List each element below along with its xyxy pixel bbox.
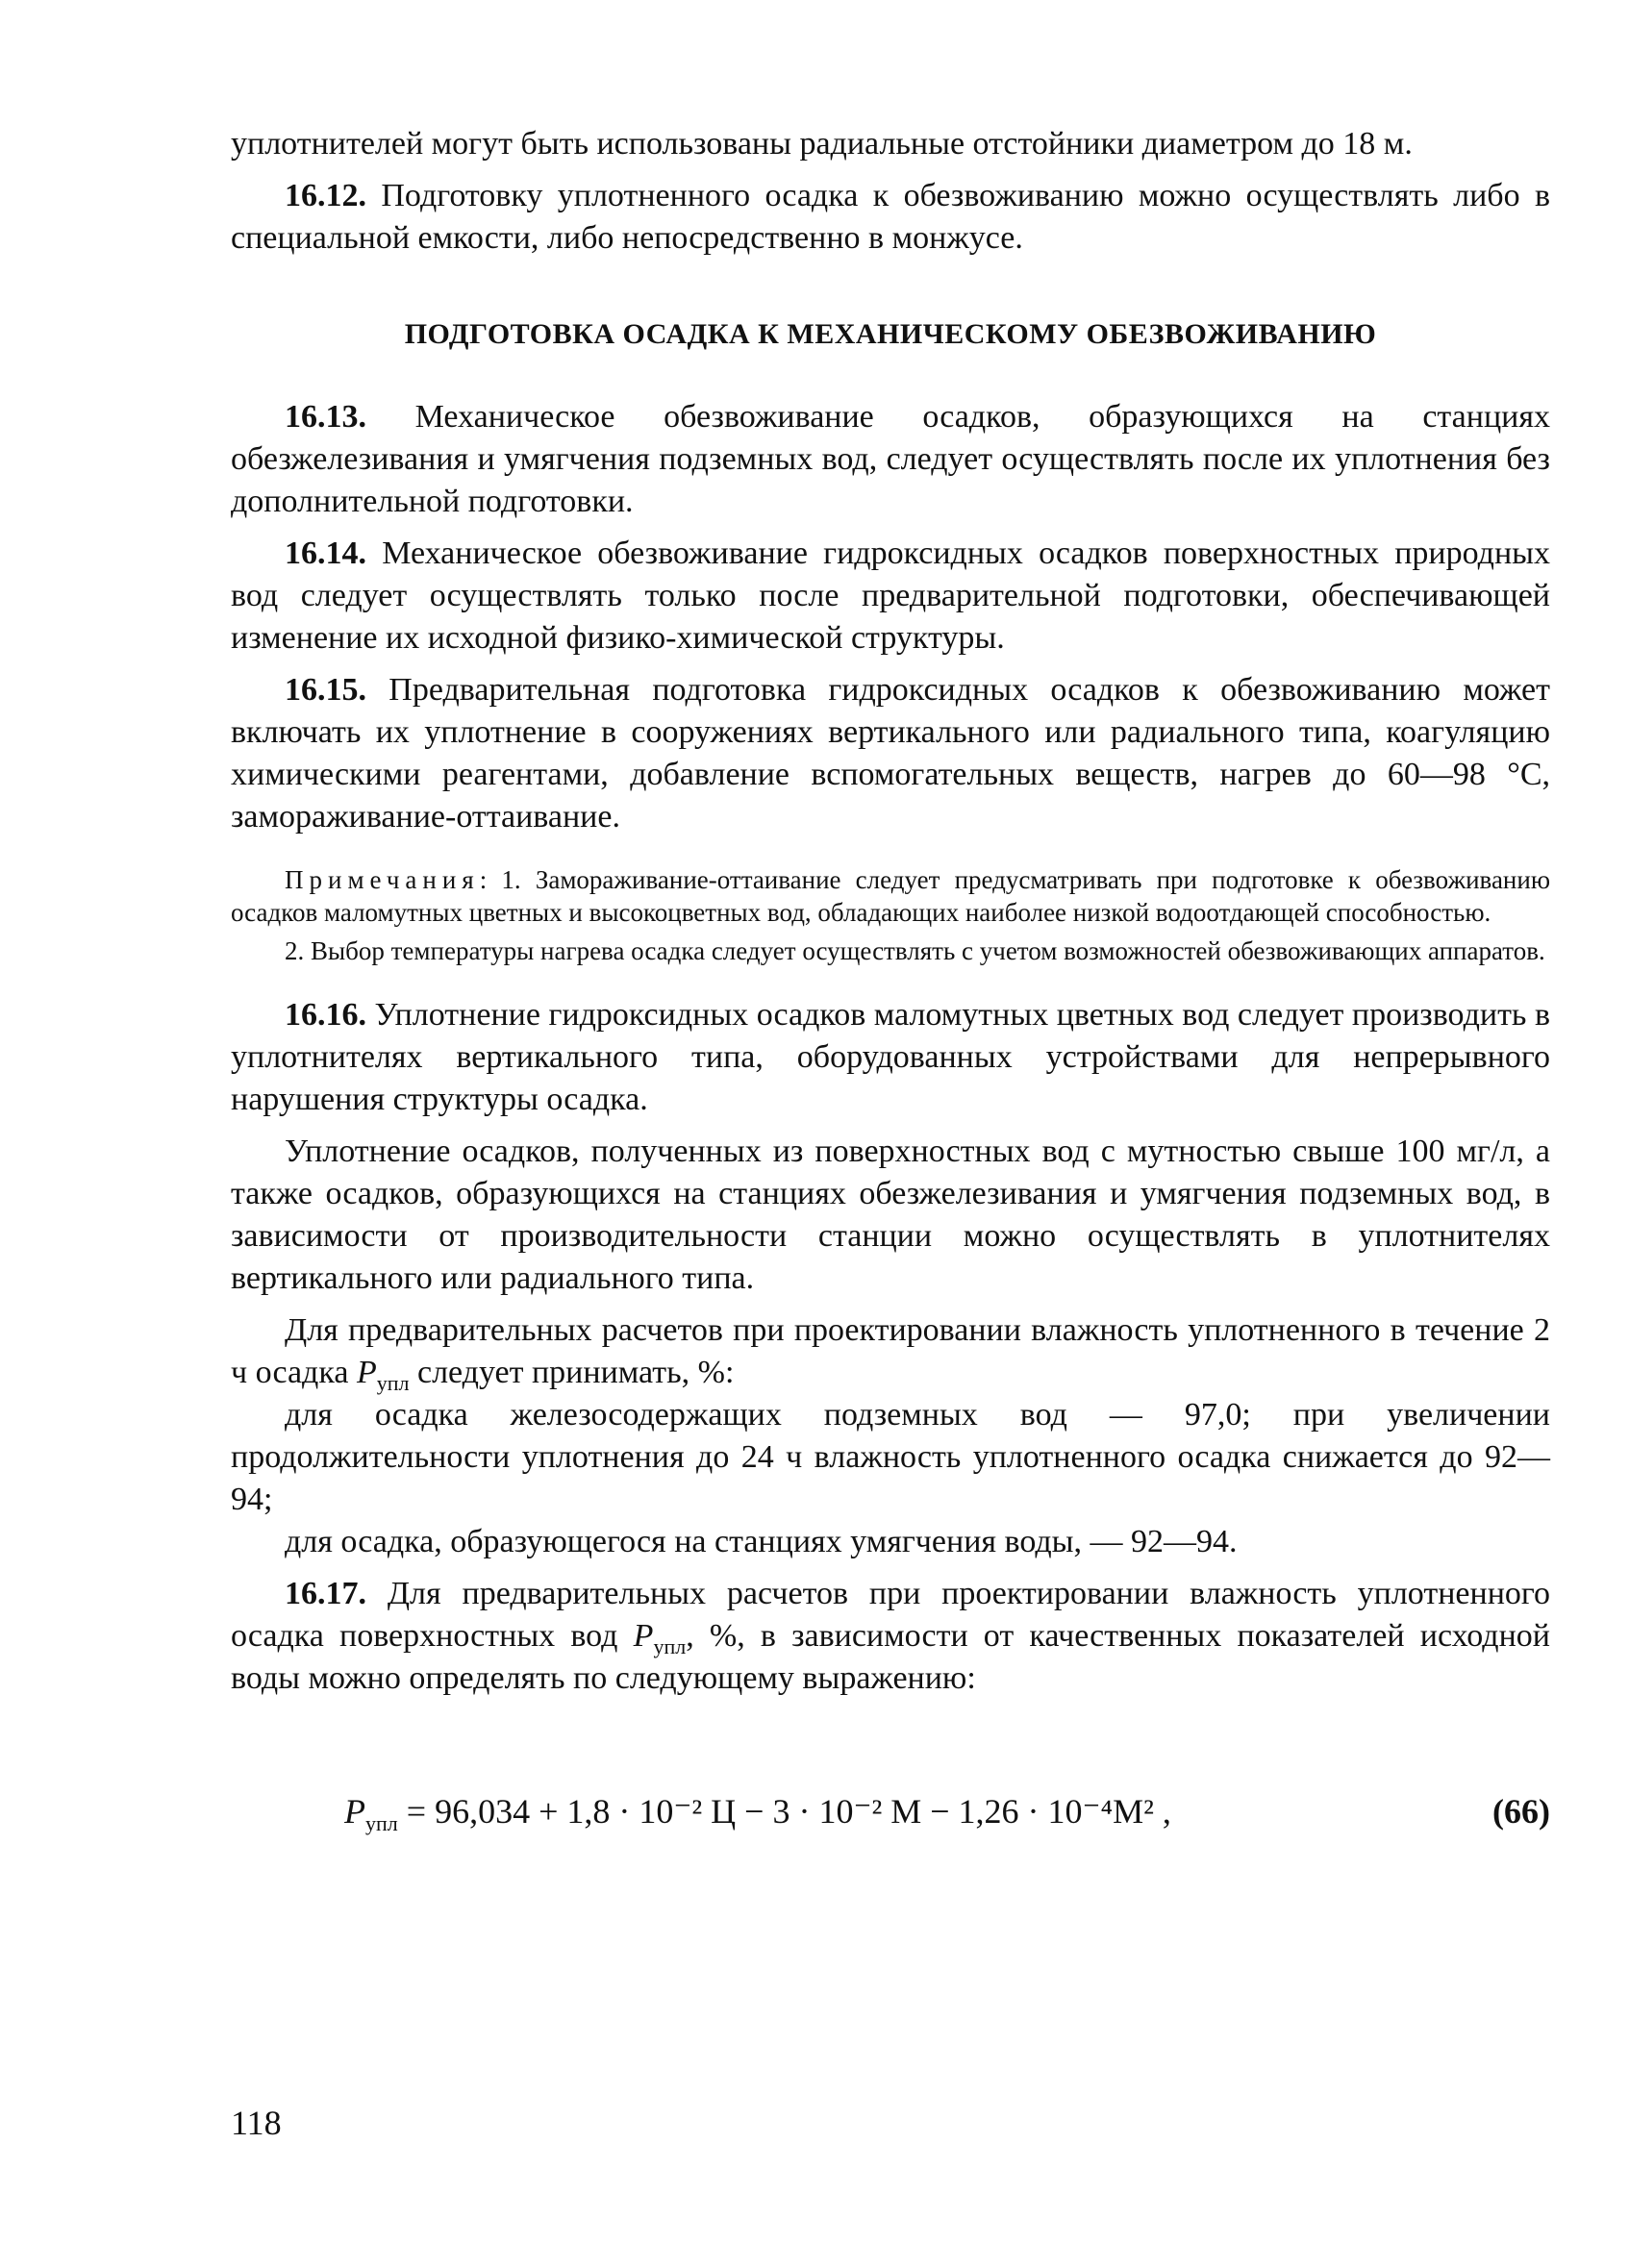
symbol-p: P	[356, 1355, 377, 1390]
clause-number: 16.13.	[285, 399, 366, 435]
page-body	[231, 123, 1550, 1840]
clause-text: Механическое обезвоживание гидроксидных осадков поверхностных природных вод следует осуществлять только после предварительной подготовки, обеспечивающей изменение их исходной физико-химической структуры.	[231, 536, 1550, 656]
paragraph-16-16-b: Уплотнение осадков, полученных из поверхностных вод с мутностью свыше 100 мг/л, а также осадков, образующихся на станциях обезжелезивания и умягчения подземных вод, в зависимости от производительности станции можно осуществлять в уплотнителях вертикального или радиального типа.	[231, 1134, 1550, 1296]
clause-number: 16.14.	[285, 536, 366, 571]
paragraph-16-16-d: для осадка железосодержащих подземных вод — 97,0; при увеличении продолжительности уплотнения до 24 ч влажность уплотненного осадка снижается до 92—94;	[231, 1397, 1550, 1517]
text-part: Для предварительных расчетов при проектировании влажность уплотненного в течение 2 ч осадка	[231, 1312, 1550, 1390]
note-1	[231, 863, 1550, 929]
paragraph-continuation: уплотнителей могут быть использованы радиальные отстойники диаметром до 18 м.	[231, 126, 1413, 162]
paragraph-16-12	[231, 175, 1550, 260]
clause-number: 16.16.	[285, 997, 366, 1033]
paragraph-16-16-e: для осадка, образующегося на станциях умягчения воды, — 92—94.	[285, 1524, 1238, 1559]
clause-text: Подготовку уплотненного осадка к обезвоживанию можно осуществлять либо в специальной емкости, либо непосредственно в монжусе.	[231, 178, 1550, 256]
note-2: 2. Выбор температуры нагрева осадка следует осуществлять с учетом возможностей обезвоживающих аппаратов.	[285, 936, 1545, 965]
formula-66	[231, 1782, 1550, 1840]
note-title: Примечания	[285, 865, 480, 894]
formula-subscript: упл	[365, 1811, 398, 1836]
paragraph-16-17	[231, 1573, 1550, 1700]
clause-text: , %, в зависимости от качественных показателей исходной воды можно определять по следующему выражению:	[231, 1618, 1550, 1696]
clause-number: 16.17.	[285, 1576, 366, 1611]
paragraph-16-16	[231, 994, 1550, 1121]
formula-rhs: = 96,034 + 1,8 · 10⁻² Ц − 3 · 10⁻² М − 1,26 · 10⁻⁴М² ,	[397, 1792, 1171, 1831]
paragraph-16-16-c	[231, 1309, 1550, 1394]
section-heading: ПОДГОТОВКА ОСАДКА К МЕХАНИЧЕСКОМУ ОБЕЗВОЖИВАНИЮ	[404, 318, 1377, 350]
text-part: следует принимать, %:	[409, 1355, 735, 1390]
formula-symbol-p: P	[344, 1792, 365, 1831]
symbol-p: P	[633, 1618, 654, 1654]
clause-number: 16.15.	[285, 672, 366, 708]
clause-number: 16.12.	[285, 178, 366, 213]
page-number: 118	[231, 2104, 282, 2142]
paragraph-16-15	[231, 669, 1550, 838]
note-text: : 1. Замораживание-оттаивание следует предусматривать при подготовке к обезвоживанию осадков маломутных цветных и высокоцветных вод, обладающих наиболее низкой водоотдающей способностью.	[231, 865, 1550, 927]
clause-text: Предварительная подготовка гидроксидных осадков к обезвоживанию может включать их уплотнение в сооружениях вертикального или радиального типа, коагуляцию химическими реагентами, добавление вспомогательных веществ, нагрев до 60—98 °С, замораживание-оттаивание.	[231, 672, 1550, 835]
clause-text: Уплотнение гидроксидных осадков маломутных цветных вод следует производить в уплотнителях вертикального типа, оборудованных устройствами для непрерывного нарушения структуры осадка.	[231, 997, 1550, 1117]
formula-number: (66)	[1492, 1792, 1550, 1831]
symbol-subscript: упл	[376, 1370, 410, 1395]
paragraph-16-13	[231, 396, 1550, 523]
paragraph-16-14	[231, 533, 1550, 660]
clause-text: Для предварительных расчетов при проектировании влажность уплотненного осадка поверхностных вод	[231, 1576, 1550, 1654]
formula-expression	[344, 1782, 1171, 1840]
symbol-subscript: упл	[653, 1633, 687, 1658]
clause-text: Механическое обезвоживание осадков, образующихся на станциях обезжелезивания и умягчения подземных вод, следует осуществлять после их уплотнения без дополнительной подготовки.	[231, 399, 1550, 519]
